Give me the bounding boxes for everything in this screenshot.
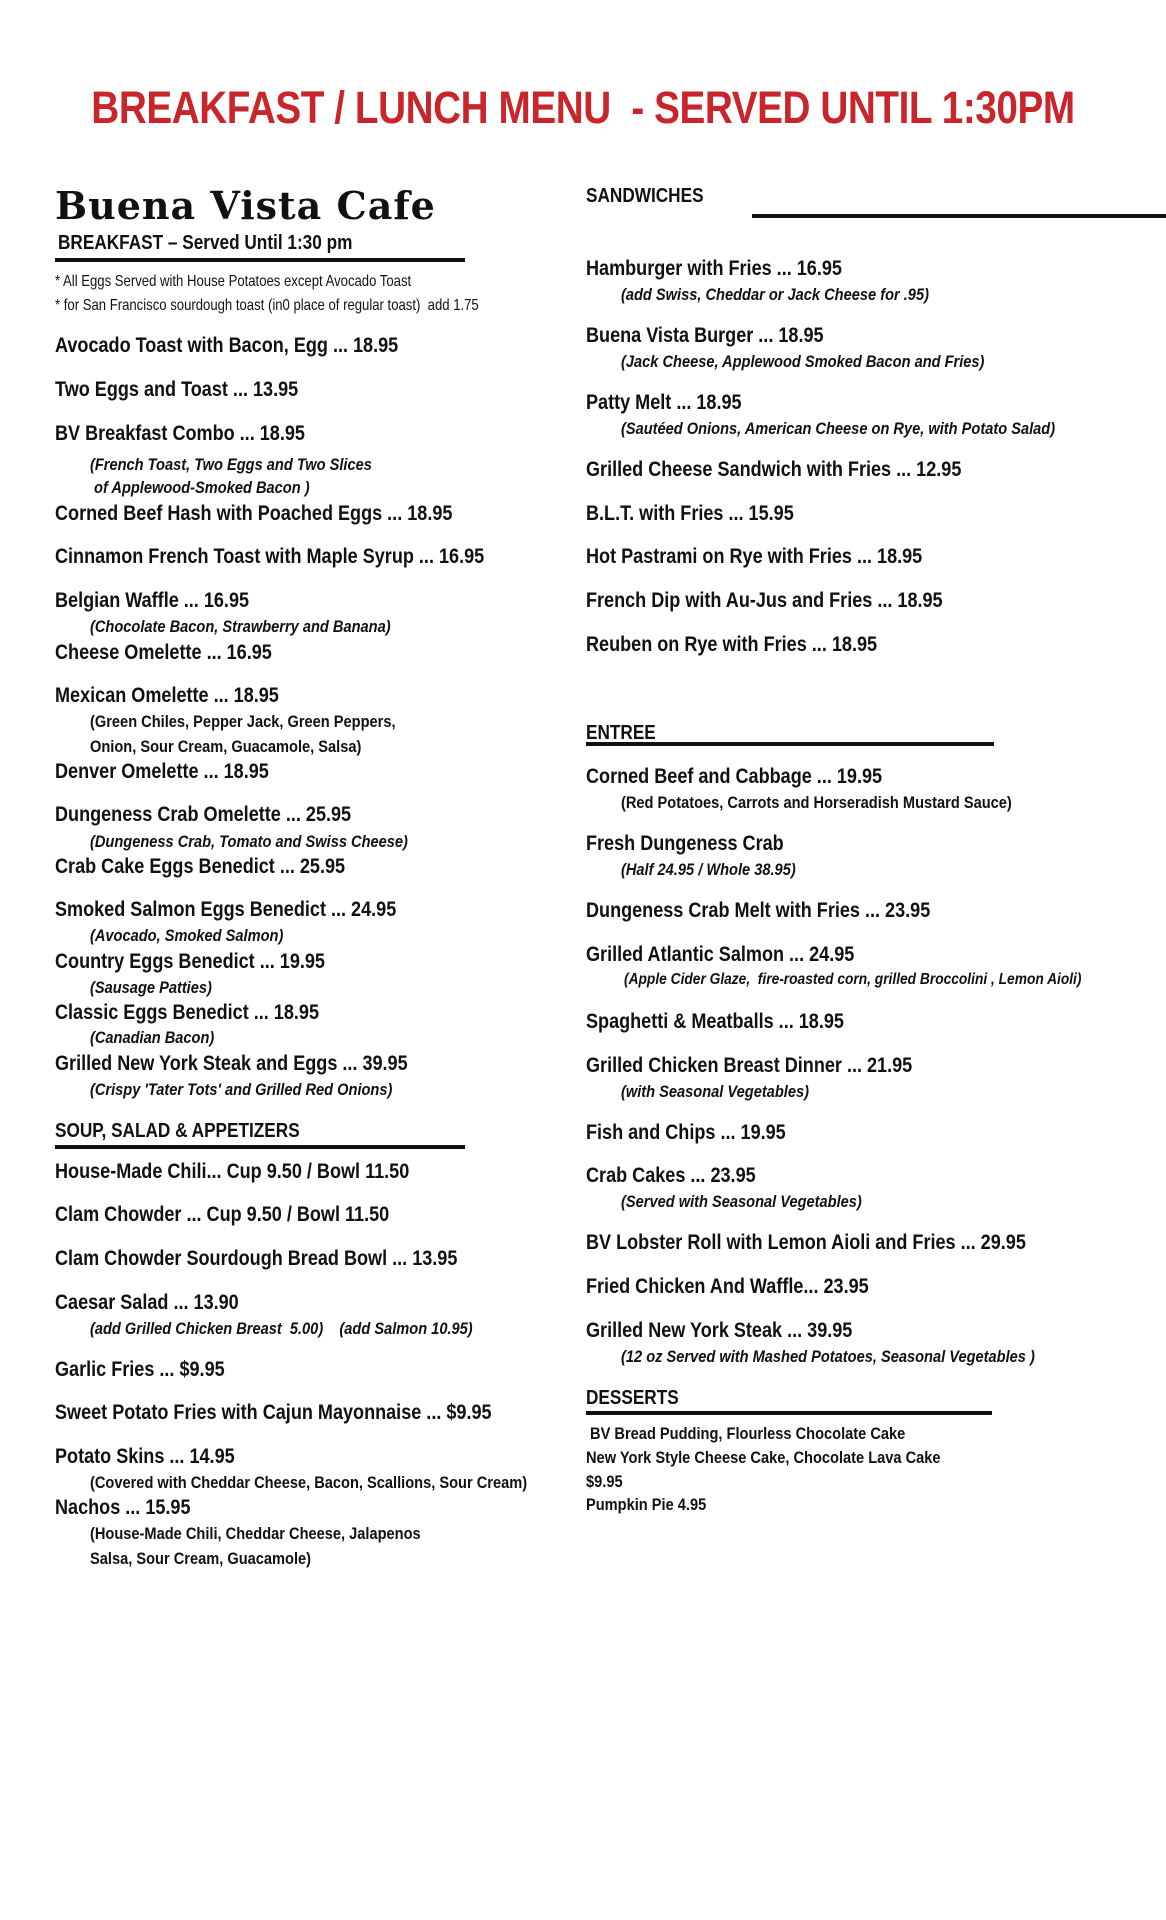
menu-item: Spaghetti & Meatballs ... 18.95 (586, 1010, 844, 1033)
item-description: (House-Made Chili, Cheddar Cheese, Jalapenos (90, 1524, 421, 1543)
menu-item: Fish and Chips ... 19.95 (586, 1121, 786, 1144)
item-description: (Crispy 'Tater Tots' and Grilled Red Onions) (90, 1080, 393, 1099)
sandwiches-heading: SANDWICHES (586, 185, 704, 207)
menu-item: Hot Pastrami on Rye with Fries ... 18.95 (586, 545, 923, 568)
menu-item: B.L.T. with Fries ... 15.95 (586, 502, 794, 525)
menu-item: French Dip with Au-Jus and Fries ... 18.95 (586, 589, 943, 612)
menu-item: Sweet Potato Fries with Cajun Mayonnaise ... $9.95 (55, 1401, 492, 1424)
breakfast-heading: BREAKFAST – Served Until 1:30 pm (58, 232, 353, 254)
menu-item: BV Breakfast Combo ... 18.95 (55, 422, 305, 445)
cafe-name: Buena Vista Cafe (55, 183, 436, 228)
item-description: (Served with Seasonal Vegetables) (621, 1192, 862, 1211)
menu-item: Two Eggs and Toast ... 13.95 (55, 378, 299, 401)
menu-item: Country Eggs Benedict ... 19.95 (55, 950, 325, 973)
menu-item: Nachos ... 15.95 (55, 1496, 191, 1519)
menu-item: Grilled New York Steak and Eggs ... 39.95 (55, 1052, 408, 1075)
menu-item: BV Lobster Roll with Lemon Aioli and Fries ... 29.95 (586, 1231, 1026, 1254)
item-description: (add Grilled Chicken Breast 5.00) (add Salmon 10.95) (90, 1319, 473, 1338)
menu-item: Potato Skins ... 14.95 (55, 1445, 235, 1468)
menu-item: Avocado Toast with Bacon, Egg ... 18.95 (55, 334, 399, 357)
menu-banner: BREAKFAST / LUNCH MENU - SERVED UNTIL 1:30PM (91, 82, 1075, 133)
item-description: (French Toast, Two Eggs and Two Slices (90, 455, 372, 474)
entree-heading: ENTREE (586, 722, 656, 744)
item-description: Onion, Sour Cream, Guacamole, Salsa) (90, 737, 362, 756)
item-description: of Applewood-Smoked Bacon ) (90, 478, 310, 497)
right-column (586, 0, 1166, 1920)
entree-rule (586, 742, 994, 746)
breakfast-note-potatoes: * All Eggs Served with House Potatoes except Avocado Toast (55, 273, 412, 290)
menu-item: Grilled Chicken Breast Dinner ... 21.95 (586, 1054, 913, 1077)
dessert-line: $9.95 (586, 1472, 623, 1491)
menu-item: Crab Cake Eggs Benedict ... 25.95 (55, 855, 346, 878)
item-description: (with Seasonal Vegetables) (621, 1082, 809, 1101)
menu-item: Hamburger with Fries ... 16.95 (586, 257, 842, 280)
menu-item: Crab Cakes ... 23.95 (586, 1164, 756, 1187)
menu-item: Caesar Salad ... 13.90 (55, 1291, 239, 1314)
item-description: (Sautéed Onions, American Cheese on Rye, with Potato Salad) (621, 419, 1056, 438)
menu-item: Corned Beef and Cabbage ... 19.95 (586, 765, 883, 788)
menu-item: Garlic Fries ... $9.95 (55, 1358, 225, 1381)
menu-item: Corned Beef Hash with Poached Eggs ... 18.95 (55, 502, 453, 525)
soup-heading: SOUP, SALAD & APPETIZERS (55, 1120, 300, 1142)
menu-item: Denver Omelette ... 18.95 (55, 760, 269, 783)
item-description: (Apple Cider Glaze, fire-roasted corn, grilled Broccolini , Lemon Aioli) (624, 971, 1082, 988)
menu-item: Smoked Salmon Eggs Benedict ... 24.95 (55, 898, 397, 921)
menu-item: Fresh Dungeness Crab (586, 832, 784, 855)
sandwiches-rule (752, 214, 1166, 218)
menu-item: Grilled Cheese Sandwich with Fries ... 12.95 (586, 458, 962, 481)
dessert-line: BV Bread Pudding, Flourless Chocolate Cake (586, 1424, 906, 1443)
soup-rule (55, 1145, 465, 1149)
breakfast-note-sourdough: * for San Francisco sourdough toast (in0 place of regular toast) add 1.75 (55, 297, 479, 314)
item-description: (Chocolate Bacon, Strawberry and Banana) (90, 617, 391, 636)
item-description: (Red Potatoes, Carrots and Horseradish Mustard Sauce) (621, 793, 1012, 812)
item-description: (Dungeness Crab, Tomato and Swiss Cheese) (90, 832, 408, 851)
item-description: (Covered with Cheddar Cheese, Bacon, Scallions, Sour Cream) (90, 1473, 528, 1492)
item-description: (12 oz Served with Mashed Potatoes, Seasonal Vegetables ) (621, 1347, 1035, 1366)
desserts-heading: DESSERTS (586, 1387, 679, 1409)
item-description: (Jack Cheese, Applewood Smoked Bacon and Fries) (621, 352, 985, 371)
menu-item: Grilled Atlantic Salmon ... 24.95 (586, 943, 855, 966)
dessert-line: Pumpkin Pie 4.95 (586, 1495, 707, 1514)
menu-item: Clam Chowder Sourdough Bread Bowl ... 13.95 (55, 1247, 458, 1270)
item-description: (Sausage Patties) (90, 978, 212, 997)
left-column (55, 0, 555, 1920)
menu-item: Classic Eggs Benedict ... 18.95 (55, 1001, 320, 1024)
menu-item: Belgian Waffle ... 16.95 (55, 589, 250, 612)
menu-item: Fried Chicken And Waffle... 23.95 (586, 1275, 869, 1298)
item-description: (Half 24.95 / Whole 38.95) (621, 860, 796, 879)
menu-item: Dungeness Crab Melt with Fries ... 23.95 (586, 899, 931, 922)
item-description: (Canadian Bacon) (90, 1028, 215, 1047)
item-description: Salsa, Sour Cream, Guacamole) (90, 1549, 312, 1568)
menu-item: Mexican Omelette ... 18.95 (55, 684, 279, 707)
item-description: (Green Chiles, Pepper Jack, Green Peppers, (90, 712, 396, 731)
item-description: (Avocado, Smoked Salmon) (90, 926, 284, 945)
menu-item: Clam Chowder ... Cup 9.50 / Bowl 11.50 (55, 1203, 390, 1226)
menu-item: Grilled New York Steak ... 39.95 (586, 1319, 853, 1342)
menu-item: Patty Melt ... 18.95 (586, 391, 742, 414)
menu-item: Buena Vista Burger ... 18.95 (586, 324, 824, 347)
desserts-rule (586, 1411, 992, 1415)
menu-item: House-Made Chili... Cup 9.50 / Bowl 11.50 (55, 1160, 410, 1183)
menu-item: Cinnamon French Toast with Maple Syrup ... 16.95 (55, 545, 485, 568)
menu-item: Reuben on Rye with Fries ... 18.95 (586, 633, 878, 656)
item-description: (add Swiss, Cheddar or Jack Cheese for .95) (621, 285, 929, 304)
dessert-line: New York Style Cheese Cake, Chocolate Lava Cake (586, 1448, 941, 1467)
menu-item: Cheese Omelette ... 16.95 (55, 641, 272, 664)
breakfast-rule (55, 258, 465, 262)
menu-item: Dungeness Crab Omelette ... 25.95 (55, 803, 352, 826)
